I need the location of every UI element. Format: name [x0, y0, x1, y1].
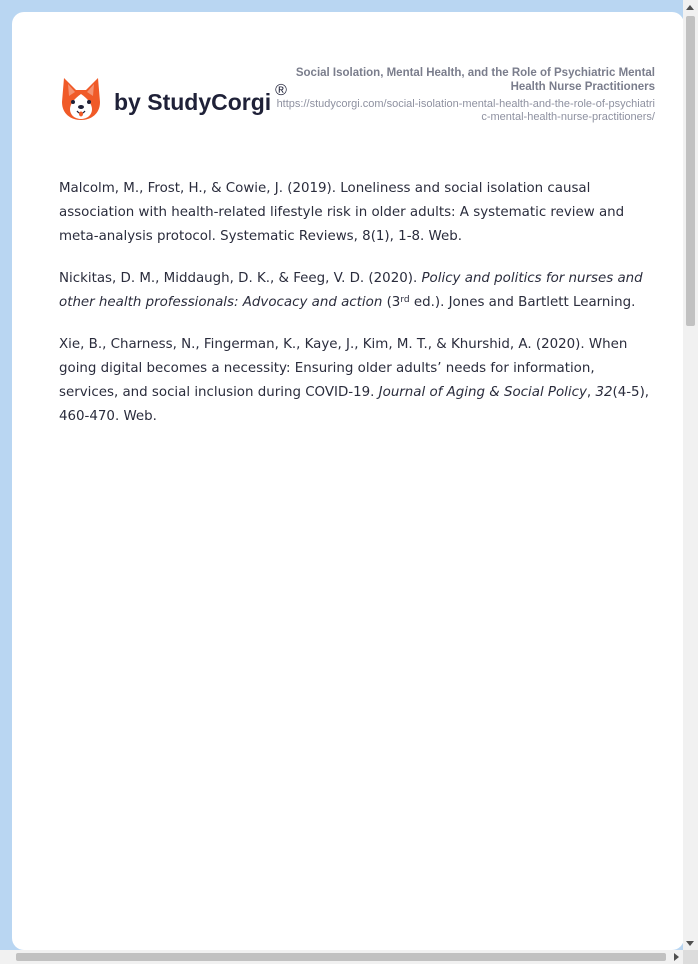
reference-item	[59, 267, 651, 315]
vertical-scrollbar[interactable]	[683, 0, 698, 950]
scroll-up-icon[interactable]	[686, 5, 694, 10]
reference-title: Policy and politics for nurses and other health professionals: Advocacy and action	[59, 271, 643, 310]
scrollbar-corner	[683, 950, 698, 964]
horizontal-scrollbar[interactable]	[0, 950, 683, 964]
reference-text: (4-5), 460-470. Web.	[59, 385, 650, 424]
reference-superscript: rd	[400, 295, 410, 305]
reference-text: Nickitas, D. M., Middaugh, D. K., & Feeg, V. D. (2020).	[59, 271, 422, 286]
reference-text: ,	[586, 385, 596, 400]
document-header	[275, 66, 655, 124]
reference-text: Xie, B., Charness, N., Fingerman, K., Kaye, J., Kim, M. T., & Khurshid, A. (2020). When going digital becomes a necessity: Ensuring older adults’ needs for information, services, and social inclusion during COVID-19.	[59, 337, 628, 400]
studycorgi-logo[interactable]	[60, 76, 287, 122]
reference-item	[59, 333, 651, 429]
vertical-scroll-thumb[interactable]	[686, 16, 695, 326]
reference-volume: 32	[595, 385, 613, 400]
scroll-right-icon[interactable]	[674, 953, 679, 961]
scroll-down-icon[interactable]	[686, 941, 694, 946]
reference-text: (3	[382, 295, 401, 310]
corgi-logo-icon	[60, 76, 102, 122]
reference-list	[59, 177, 651, 447]
reference-text: ed.). Jones and Bartlett Learning.	[409, 295, 636, 310]
document-title: Social Isolation, Mental Health, and the Role of Psychiatric Mental Health Nurse Practitioners	[295, 67, 655, 93]
reference-item	[59, 177, 651, 249]
logo-text: by StudyCorgi	[114, 88, 272, 115]
reference-journal: Journal of Aging & Social Policy	[378, 385, 587, 400]
document-page	[12, 12, 684, 950]
registered-mark: ®	[275, 82, 287, 99]
reference-text: Malcolm, M., Frost, H., & Cowie, J. (2019). Loneliness and social isolation causal association with health-related lifestyle risk in older adults: A systematic review and meta-analysis protocol. Systematic Reviews, 8(1), 1-8. Web.	[59, 181, 625, 244]
horizontal-scroll-thumb[interactable]	[16, 953, 666, 961]
document-url[interactable]: https://studycorgi.com/social-isolation-mental-health-and-the-role-of-psychiatric-mental-health-nurse-practitioners/	[276, 98, 655, 123]
